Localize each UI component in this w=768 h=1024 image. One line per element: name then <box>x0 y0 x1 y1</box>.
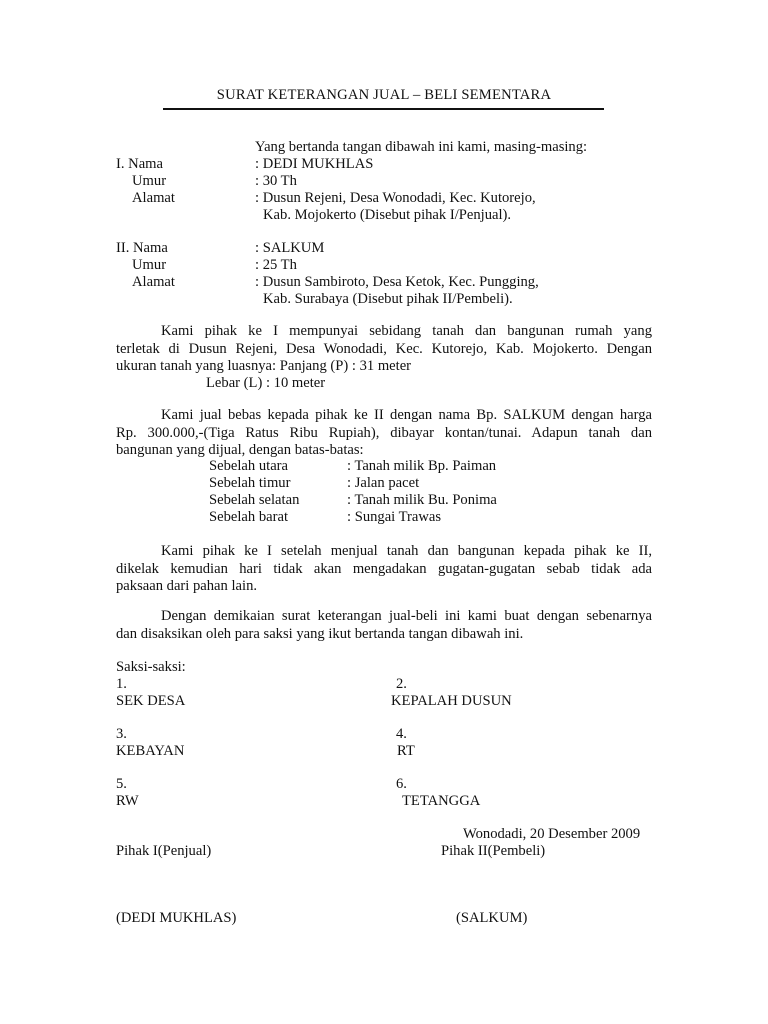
border-label-north: Sebelah utara <box>209 458 289 474</box>
paragraph-line: terletak di Dusun Rejeni, Desa Wonodadi, Kec. Kutorejo, Kab. Mojokerto. Dengan <box>116 340 652 357</box>
paragraph-line: Kami jual bebas kepada pihak ke II dengan nama Bp. SALKUM dengan harga <box>161 407 652 423</box>
place-date: Wonodadi, 20 Desember 2009 <box>463 826 641 842</box>
paragraph-line: dan disaksikan oleh para saksi yang ikut bertanda tangan dibawah ini. <box>116 625 524 642</box>
paragraph-line: bangunan yang dijual, dengan batas-batas: <box>116 442 364 459</box>
witness-3-number: 3. <box>116 726 127 742</box>
border-label-west: Sebelah barat <box>209 509 289 525</box>
party1-alamat-label: Alamat <box>132 190 175 206</box>
party2-alamat-line1: : Dusun Sambiroto, Desa Ketok, Kec. Pungging, <box>255 274 539 290</box>
paragraph-sale-terms <box>116 407 652 460</box>
party1-umur: : 30 Th <box>255 173 297 189</box>
paragraph-closing <box>116 608 652 643</box>
party2-nama-label: II. Nama <box>116 240 168 256</box>
title-underline <box>163 108 604 110</box>
border-value-north: : Tanah milik Bp. Paiman <box>347 458 497 474</box>
buyer-name: (SALKUM) <box>456 910 528 926</box>
party2-nama: : SALKUM <box>255 240 325 256</box>
witness-4-number: 4. <box>396 726 407 742</box>
buyer-label: Pihak II(Pembeli) <box>441 843 546 859</box>
document-title: SURAT KETERANGAN JUAL – BELI SEMENTARA <box>216 87 552 103</box>
paragraph-line: Kami pihak ke I setelah menjual tanah dan bangunan kepada pihak ke II, <box>161 543 652 559</box>
paragraph-line: paksaan dari pahan lain. <box>116 578 258 595</box>
border-value-east: : Jalan pacet <box>347 475 420 491</box>
paragraph-line: Rp. 300.000,-(Tiga Ratus Ribu Rupiah), dibayar kontan/tunai. Adapun tanah dan <box>116 424 652 441</box>
witness-1-role: SEK DESA <box>116 693 186 709</box>
witnesses-heading: Saksi-saksi: <box>116 659 186 675</box>
witness-5-role: RW <box>116 793 139 809</box>
paragraph-line: dikelak kemudian hari tidak akan mengadakan gugatan-gugatan sebab tidak ada <box>116 560 652 577</box>
party2-alamat-label: Alamat <box>132 274 175 290</box>
intro-text: Yang bertanda tangan dibawah ini kami, masing-masing: <box>255 139 588 155</box>
party1-umur-label: Umur <box>132 173 167 189</box>
witness-5-number: 5. <box>116 776 127 792</box>
witness-2-number: 2. <box>396 676 407 692</box>
witness-6-number: 6. <box>396 776 407 792</box>
seller-label: Pihak I(Penjual) <box>116 843 212 859</box>
border-value-south: : Tanah milik Bu. Ponima <box>347 492 497 508</box>
party2-umur-label: Umur <box>132 257 167 273</box>
party1-alamat-line1: : Dusun Rejeni, Desa Wonodadi, Kec. Kutorejo, <box>255 190 536 206</box>
witness-3-role: KEBAYAN <box>116 743 185 759</box>
party2-alamat-line2: Kab. Surabaya (Disebut pihak II/Pembeli). <box>263 291 513 307</box>
witness-4-role: RT <box>397 743 415 759</box>
border-value-west: : Sungai Trawas <box>347 509 442 525</box>
border-label-east: Sebelah timur <box>209 475 291 491</box>
witness-6-role: TETANGGA <box>402 793 481 809</box>
seller-name: (DEDI MUKHLAS) <box>116 910 237 926</box>
paragraph-no-claims <box>116 543 652 596</box>
party1-nama-label: I. Nama <box>116 156 164 172</box>
party1-alamat-line2: Kab. Mojokerto (Disebut pihak I/Penjual). <box>263 207 512 223</box>
witness-2-role: KEPALAH DUSUN <box>391 693 512 709</box>
witness-1-number: 1. <box>116 676 127 692</box>
paragraph-line: Dengan demikaian surat keterangan jual-beli ini kami buat dengan sebenarnya <box>161 608 652 624</box>
land-width-line: Lebar (L) : 10 meter <box>206 375 326 391</box>
party1-nama: : DEDI MUKHLAS <box>255 156 374 172</box>
paragraph-line: Kami pihak ke I mempunyai sebidang tanah dan bangunan rumah yang <box>161 323 652 339</box>
party2-umur: : 25 Th <box>255 257 297 273</box>
paragraph-land-description <box>116 323 652 376</box>
border-label-south: Sebelah selatan <box>209 492 300 508</box>
paragraph-line: ukuran tanah yang luasnya: Panjang (P) : 31 meter <box>116 358 412 375</box>
